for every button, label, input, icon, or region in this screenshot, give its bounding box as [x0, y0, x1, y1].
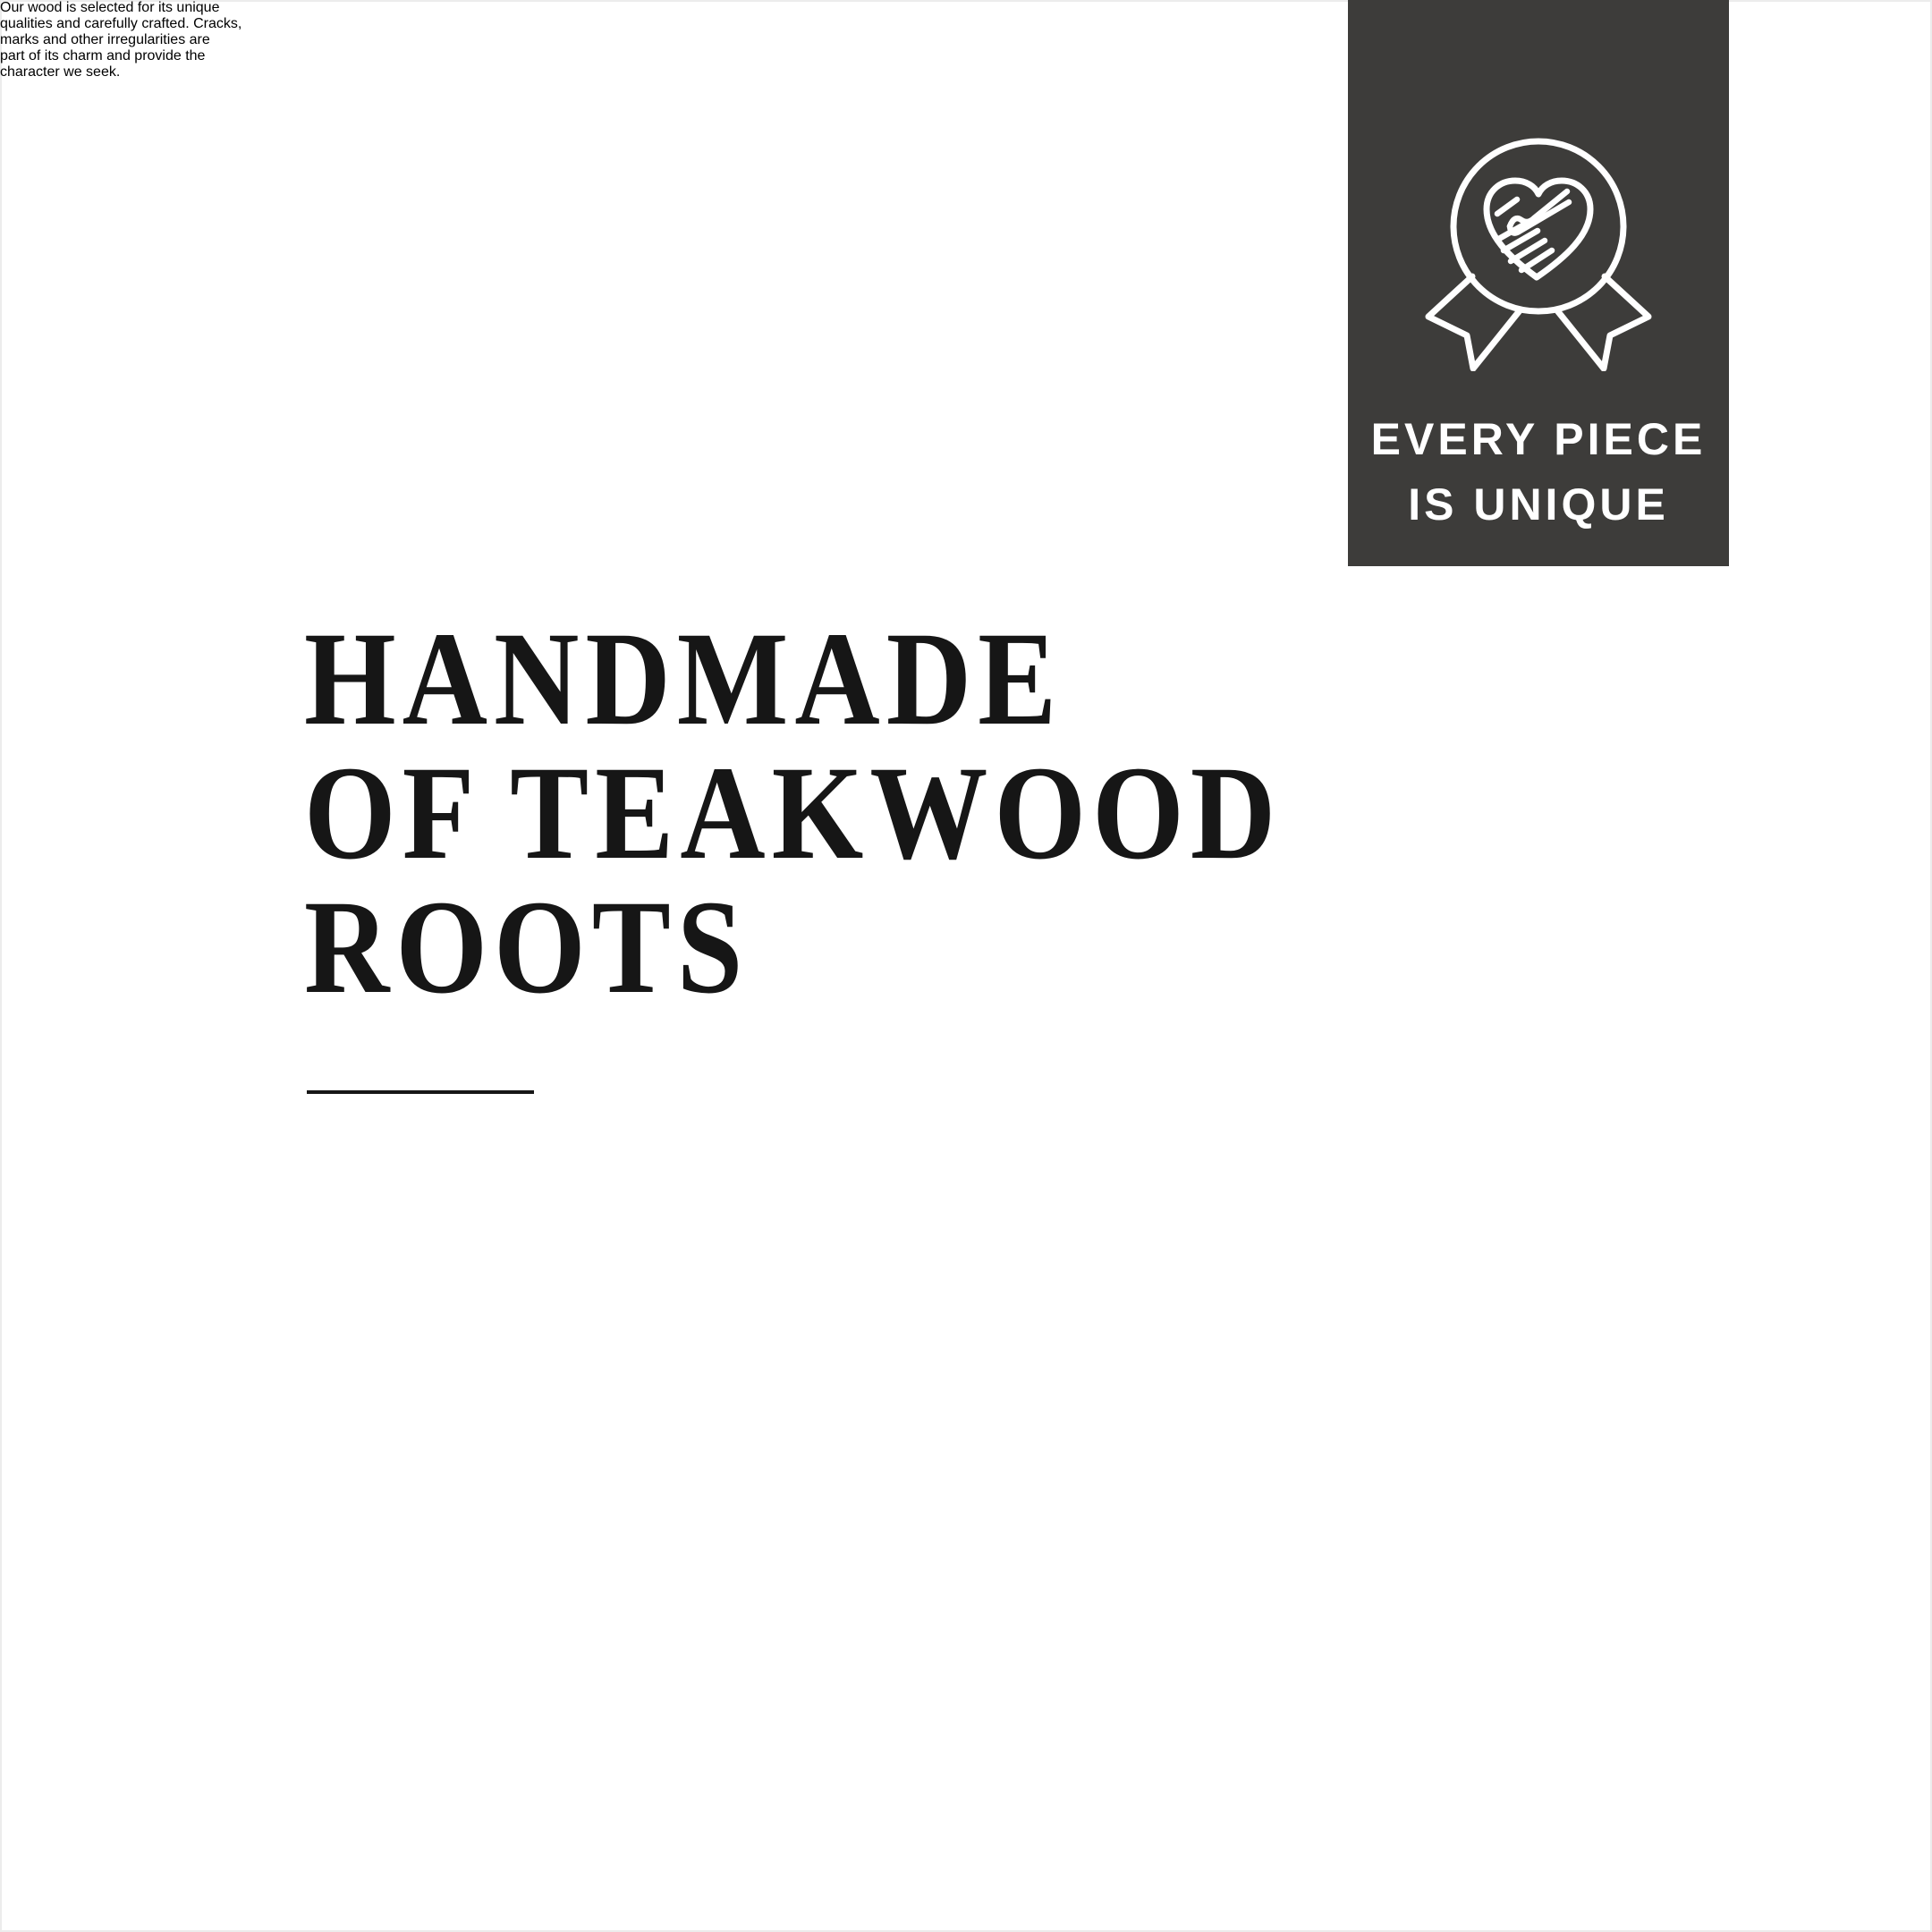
ribbon-tail-right [1556, 276, 1648, 369]
description-line5: character we seek. [0, 64, 121, 80]
description-line1: Our wood is selected for its unique [0, 0, 220, 15]
ribbon-tail-left [1428, 276, 1521, 369]
award-ribbon-hands-heart-icon [1422, 94, 1655, 371]
description-line2: qualities and carefully crafted. Cracks, [0, 16, 242, 31]
divider-rule [307, 1090, 534, 1094]
page-title [304, 605, 1283, 1021]
medal-circle [1453, 141, 1623, 311]
unique-piece-badge [1348, 0, 1729, 566]
description-line4: part of its charm and provide the [0, 48, 206, 64]
page-title-line1: HANDMADE [304, 605, 1063, 753]
description-line3: marks and other irregularities are [0, 32, 210, 47]
page-title-line3: ROOTS [304, 873, 750, 1021]
badge-caption-line2: IS UNIQUE [1408, 479, 1669, 530]
page-title-line2: OF TEAKWOOD [304, 739, 1283, 887]
badge-caption-line1: EVERY PIECE [1370, 414, 1707, 464]
badge-caption [1348, 407, 1729, 538]
